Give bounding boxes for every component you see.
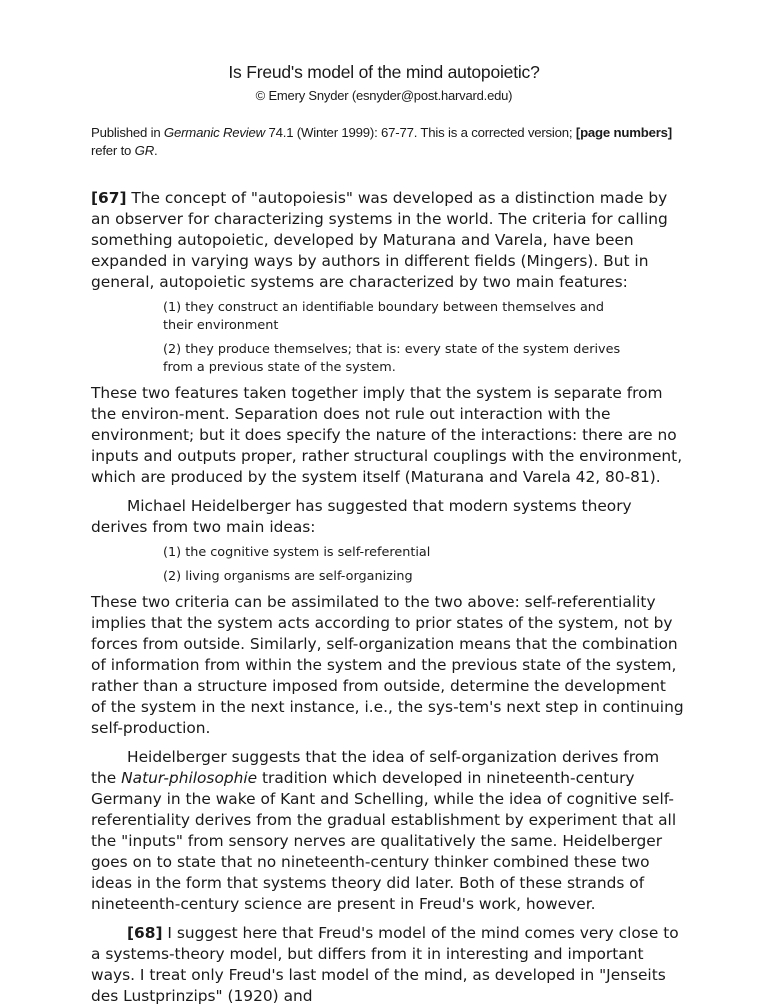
page-numbers-note: [page numbers] [575,125,672,140]
list-item: (2) they produce themselves; that is: every state of the system derives from a previous state of the system. [163,342,621,375]
autopoiesis-criteria-list [91,299,633,377]
journal-name: Germanic Review [163,125,265,140]
paragraph-4: These two criteria can be assimilated to the two above: self-referentiality implies that the system acts according to prior states of the system, not by forces from outside. Similarly, self-organization means that the combination of information from within the system and the previous state of the system, rather than a structure imposed from outside, determine the development of the system in the next instance, i.e., the sys-tem's next step in continuing self-production. [91,593,684,737]
paper-title: Is Freud's model of the mind autopoietic? [228,62,540,82]
pubnote-refer: refer to [91,143,135,158]
pubnote-end: . [154,143,158,158]
paragraph-6-text: I suggest here that Freud's model of the mind comes very close to a systems-theory model, but differs from it in interesting and important ways. I treat only Freud's last model of the mind, as developed in "Jenseits des Lustprinzips" (1920) and [91,924,679,1005]
paragraph-1-text: The concept of "autopoiesis" was developed as a distinction made by an observer for characterizing systems in the world. The criteria for calling something autopoietic, developed by Maturana and Varela, have been expanded in varying ways by authors in different fields (Mingers). But in general, autopoietic systems are characterized by two main features: [91,189,668,291]
paragraph-1 [91,188,685,293]
paragraph-5-pre: Heidelberger suggests that the idea of self-organization derives from the [91,748,660,787]
list-item: (1) the cognitive system is self-referential [163,545,431,560]
publication-note [91,124,691,160]
paragraph-2: These two features taken together imply that the system is separate from the environ-ment. Separation does not rule out interaction with the environment; but it does specify the nature of the interactions: there are no inputs and outputs proper, rather structural couplings with the environment, which are produced by the system itself (Maturana and Varela 42, 80-81). [91,384,683,486]
paragraph-5-post: tradition which developed in nineteenth-century Germany in the wake of Kant and Schelling, while the idea of cognitive self-referentiality derives from the gradual establishment by experiment that all the "inputs" from sensory nerves are qualitatively the same. Heidelberger goes on to state that no nineteenth-century thinker combined these two ideas in the form that systems theory did later. Both of these strands of nineteenth-century science are present in Freud's work, however. [91,769,677,913]
author-byline: © Emery Snyder (esnyder@post.harvard.edu) [255,88,513,103]
paragraph-3: Michael Heidelberger has suggested that modern systems theory derives from two main ideas: [91,497,632,536]
journal-abbrev: GR [134,143,155,158]
systems-theory-ideas-list [91,544,633,586]
list-item: (2) living organisms are self-organizing [163,569,413,584]
pubnote-citation: 74.1 (Winter 1999): 67-77. This is a corrected version; [265,125,576,140]
naturphilosophie-term: Natur-philosophie [121,769,258,787]
paragraph-5 [91,747,685,915]
page-marker-67: [67] [91,189,127,207]
article-body [91,188,685,1007]
pubnote-prefix: Published in [91,125,164,140]
page-marker-68: [68] [127,924,163,942]
paragraph-6 [91,923,685,1007]
list-item: (1) they construct an identifiable boundary between themselves and their environment [163,300,605,333]
